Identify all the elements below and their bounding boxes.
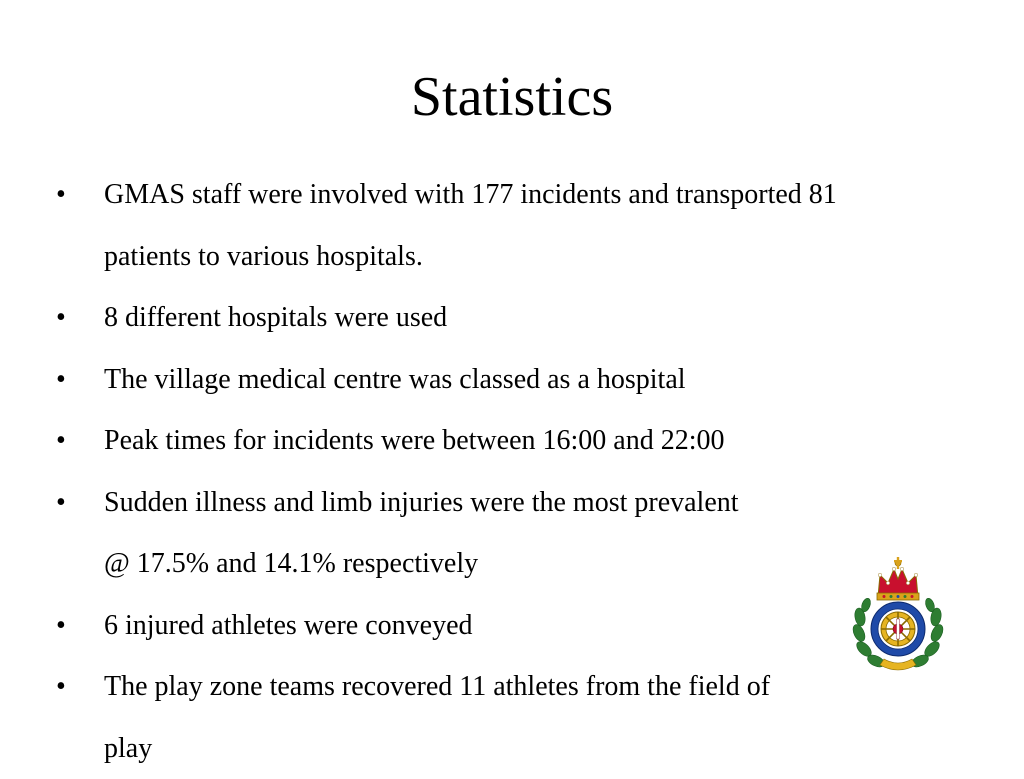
bullet-text: The play zone teams recovered 11 athletes from the field of play <box>104 671 771 764</box>
bullet-text: GMAS staff were involved with 177 incidents and transported 81 patients to various hospitals. <box>104 179 837 272</box>
crown-icon <box>877 557 919 600</box>
bullet-text: Peak times for incidents were between 16:00 and 22:00 <box>104 425 725 456</box>
bullet-text: 6 injured athletes were conveyed <box>104 609 473 641</box>
bullet-marker: • <box>56 425 66 456</box>
bullet-marker: • <box>56 486 66 518</box>
bullet-item <box>56 472 886 595</box>
bullet-marker: • <box>56 671 66 702</box>
bullet-item <box>56 595 886 657</box>
bullet-item <box>56 287 886 349</box>
bullet-text: 8 different hospitals were used <box>104 302 448 333</box>
slide-title: Statistics <box>410 66 614 128</box>
bullet-marker: • <box>56 363 66 395</box>
ambulance-service-crest-icon <box>850 553 946 677</box>
bullet-item <box>56 656 886 779</box>
bullet-text: The village medical centre was classed as a hospital <box>104 363 686 395</box>
wheel-icon <box>881 612 915 646</box>
bullet-marker: • <box>56 609 66 641</box>
bullet-list <box>56 164 886 779</box>
bullet-marker: • <box>56 179 66 210</box>
bullet-marker: • <box>56 302 66 333</box>
bullet-item <box>56 349 886 411</box>
bullet-item <box>56 164 886 287</box>
bullet-text: Sudden illness and limb injuries were the most prevalent @ 17.5% and 14.1% respectively <box>104 486 739 579</box>
bullet-item <box>56 410 886 472</box>
